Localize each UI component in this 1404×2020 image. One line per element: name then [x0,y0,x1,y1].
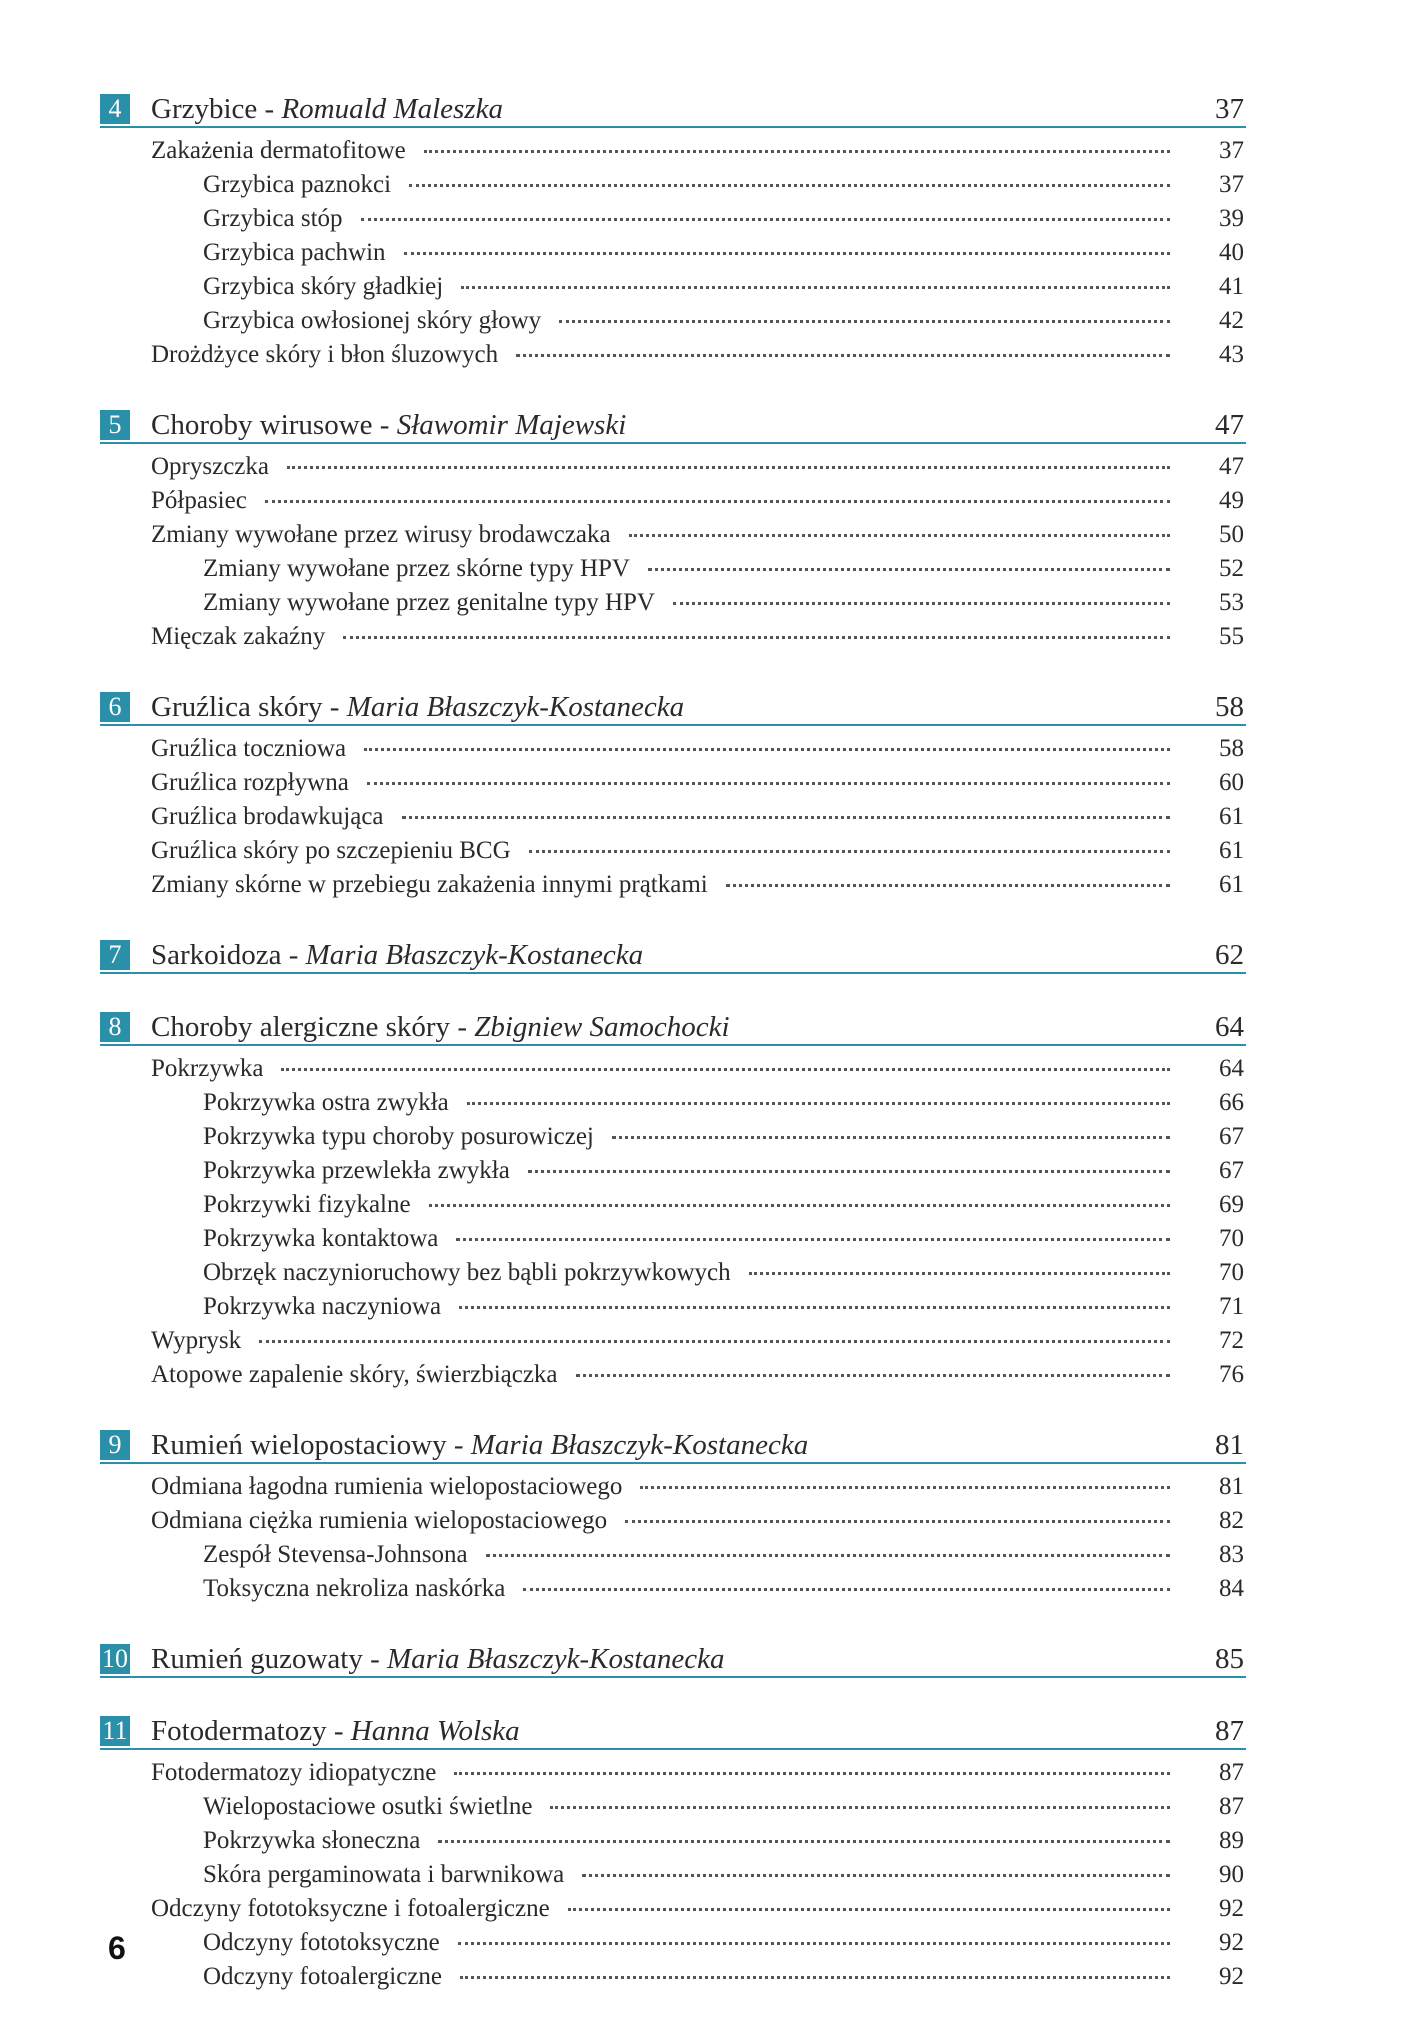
chapter-author: Sławomir Majewski [396,409,627,441]
chapter-section [100,928,1246,974]
entry-title: Skóra pergaminowata i barwnikowa [203,1861,565,1888]
dot-leader [424,150,1170,153]
dot-leader [726,884,1170,887]
dot-leader [404,252,1170,255]
table-of-contents [100,82,1246,2020]
chapter-heading[interactable] [100,928,1246,974]
entry-page-number: 70 [1219,1259,1244,1286]
chapter-number-badge: 10 [102,1644,128,1673]
toc-entry[interactable] [100,338,1246,372]
chapter-page-number: 62 [1215,939,1244,971]
chapter-heading[interactable] [100,1418,1246,1464]
entry-title: Pokrzywka ostra zwykła [203,1089,449,1116]
entry-title: Pokrzywki fizykalne [203,1191,411,1218]
entry-title: Wielopostaciowe osutki świetlne [203,1793,533,1820]
toc-entry[interactable] [100,732,1246,766]
toc-entry[interactable] [100,168,1246,202]
dot-leader [402,816,1170,819]
chapter-page-number: 47 [1215,409,1244,441]
chapter-title [151,408,626,442]
dot-leader [749,1272,1170,1275]
chapter-number-badge: 6 [100,692,130,722]
chapter-number-badge: 5 [100,410,130,440]
chapter-heading[interactable] [100,1000,1246,1046]
entry-page-number: 41 [1219,273,1244,300]
chapter-heading[interactable] [100,82,1246,128]
entry-title: Gruźlica toczniowa [151,735,347,762]
entry-title: Zespół Stevensa-Johnsona [203,1541,468,1568]
chapter-section [100,1704,1246,1994]
chapter-section [100,1000,1246,1392]
toc-entry[interactable] [100,484,1246,518]
chapter-page-number: 85 [1215,1643,1244,1675]
entry-page-number: 47 [1219,453,1244,480]
entry-page-number: 92 [1219,1963,1244,1990]
toc-entry[interactable] [100,1960,1246,1994]
entry-page-number: 37 [1219,137,1244,164]
entry-page-number: 52 [1219,555,1244,582]
chapter-title [151,92,503,126]
entry-title: Zmiany skórne w przebiegu zakażenia innymi prątkami [151,871,708,898]
title-author-separator: - [322,691,347,723]
toc-entry[interactable] [100,1324,1246,1358]
entry-page-number: 71 [1219,1293,1244,1320]
dot-leader [454,1772,1170,1775]
entry-title: Odczyny fotoalergiczne [203,1963,443,1990]
toc-entry[interactable] [100,1256,1246,1290]
title-author-separator: - [326,1715,351,1747]
chapter-author: Maria Błaszczyk-Kostanecka [470,1429,809,1461]
chapter-heading[interactable] [100,680,1246,726]
toc-entry[interactable] [100,1154,1246,1188]
entry-page-number: 72 [1219,1327,1244,1354]
entry-title: Mięczak zakaźny [151,623,326,650]
entry-title: Gruźlica skóry po szczepieniu BCG [151,837,511,864]
chapter-title-text: Gruźlica skóry [151,691,323,723]
entry-title: Atopowe zapalenie skóry, świerzbiączka [151,1361,558,1388]
dot-leader [529,850,1170,853]
chapter-title [151,1010,730,1044]
chapter-author: Maria Błaszczyk-Kostanecka [387,1643,725,1675]
entry-page-number: 82 [1219,1507,1244,1534]
chapter-section [100,1632,1246,1678]
entry-page-number: 42 [1219,307,1244,334]
chapter-title [151,1428,808,1462]
toc-entry[interactable] [100,1756,1246,1790]
dot-leader [640,1486,1170,1489]
entry-title: Obrzęk naczynioruchowy bez bąbli pokrzywkowych [203,1259,731,1286]
entry-title: Zmiany wywołane przez wirusy brodawczaka [151,521,611,548]
chapter-title-text: Grzybice [151,93,258,125]
toc-entry[interactable] [100,202,1246,236]
chapter-author: Hanna Wolska [350,1715,520,1747]
entry-page-number: 61 [1219,871,1244,898]
entry-title: Grzybica skóry gładkiej [203,273,444,300]
toc-entry[interactable] [100,1926,1246,1960]
entry-title: Zakażenia dermatofitowe [151,137,406,164]
toc-entry[interactable] [100,1086,1246,1120]
chapter-title [151,938,643,972]
entry-page-number: 40 [1219,239,1244,266]
chapter-page-number: 87 [1215,1715,1244,1747]
dot-leader [629,534,1170,537]
entry-page-number: 70 [1219,1225,1244,1252]
chapter-number-badge: 9 [100,1430,130,1460]
entry-page-number: 84 [1219,1575,1244,1602]
dot-leader [367,782,1170,785]
entry-page-number: 53 [1219,589,1244,616]
title-author-separator: - [450,1011,475,1043]
entry-title: Fotodermatozy idiopatyczne [151,1759,437,1786]
entry-title: Drożdżyce skóry i błon śluzowych [151,341,499,368]
toc-entry[interactable] [100,304,1246,338]
entry-page-number: 64 [1219,1055,1244,1082]
title-author-separator: - [281,939,306,971]
chapter-heading[interactable] [100,1704,1246,1750]
dot-leader [459,1306,1170,1309]
entry-title: Pokrzywka naczyniowa [203,1293,442,1320]
dot-leader [486,1554,1170,1557]
chapter-author: Maria Błaszczyk-Kostanecka [305,939,644,971]
chapter-page-number: 64 [1215,1011,1244,1043]
dot-leader [438,1840,1170,1843]
entry-title: Pokrzywka typu choroby posurowiczej [203,1123,594,1150]
title-author-separator: - [446,1429,471,1461]
entry-page-number: 66 [1219,1089,1244,1116]
entry-title: Zmiany wywołane przez skórne typy HPV [203,555,630,582]
entry-title: Grzybica stóp [203,205,343,232]
toc-entry[interactable] [100,1290,1246,1324]
toc-entry[interactable] [100,1504,1246,1538]
entry-title: Odmiana łagodna rumienia wielopostaciowego [151,1473,623,1500]
dot-leader [409,184,1170,187]
entry-page-number: 61 [1219,803,1244,830]
chapter-number-badge: 4 [100,94,130,124]
chapter-author: Romuald Maleszka [281,93,503,125]
toc-entry[interactable] [100,1470,1246,1504]
chapter-section [100,1418,1246,1606]
dot-leader [528,1170,1170,1173]
dot-leader [523,1588,1170,1591]
entry-page-number: 39 [1219,205,1244,232]
entry-title: Gruźlica brodawkująca [151,803,384,830]
dot-leader [625,1520,1170,1523]
toc-entry[interactable] [100,270,1246,304]
chapter-number-badge: 7 [100,940,130,970]
entry-title: Odmiana ciężka rumienia wielopostaciowego [151,1507,608,1534]
entry-page-number: 49 [1219,487,1244,514]
chapter-page-number: 81 [1215,1429,1244,1461]
dot-leader [582,1874,1170,1877]
dot-leader [259,1340,1170,1343]
toc-entry[interactable] [100,236,1246,270]
toc-entry[interactable] [100,1222,1246,1256]
dot-leader [648,568,1170,571]
entry-page-number: 60 [1219,769,1244,796]
entry-title: Odczyny fototoksyczne i fotoalergiczne [151,1895,550,1922]
dot-leader [364,748,1170,751]
chapter-title-text: Sarkoidoza [151,939,282,971]
dot-leader [559,320,1170,323]
toc-entry[interactable] [100,1790,1246,1824]
toc-entry[interactable] [100,620,1246,654]
toc-entry[interactable] [100,1824,1246,1858]
page-number: 6 [108,1930,126,1966]
entry-page-number: 43 [1219,341,1244,368]
chapter-title-text: Choroby wirusowe [151,409,373,441]
chapter-page-number: 58 [1215,691,1244,723]
toc-entry[interactable] [100,134,1246,168]
entry-page-number: 55 [1219,623,1244,650]
toc-entry[interactable] [100,552,1246,586]
entry-page-number: 69 [1219,1191,1244,1218]
entry-page-number: 92 [1219,1929,1244,1956]
entry-page-number: 83 [1219,1541,1244,1568]
title-author-separator: - [372,409,397,441]
chapter-title [151,1714,520,1748]
toc-entry[interactable] [100,1572,1246,1606]
dot-leader [429,1204,1170,1207]
toc-entry[interactable] [100,1358,1246,1392]
dot-leader [461,286,1170,289]
dot-leader [550,1806,1170,1809]
dot-leader [265,500,1170,503]
toc-entry[interactable] [100,1052,1246,1086]
chapter-title-text: Rumień wielopostaciowy [151,1429,447,1461]
entry-page-number: 37 [1219,171,1244,198]
toc-entry[interactable] [100,518,1246,552]
title-author-separator: - [362,1643,387,1675]
toc-entry[interactable] [100,1892,1246,1926]
toc-entry[interactable] [100,1188,1246,1222]
dot-leader [343,636,1170,639]
entry-title: Zmiany wywołane przez genitalne typy HPV [203,589,655,616]
entry-title: Grzybica paznokci [203,171,392,198]
entry-title: Wyprysk [151,1327,242,1354]
entry-page-number: 50 [1219,521,1244,548]
entry-page-number: 89 [1219,1827,1244,1854]
toc-entry[interactable] [100,800,1246,834]
toc-entry[interactable] [100,1120,1246,1154]
entry-title: Pokrzywka słoneczna [203,1827,421,1854]
toc-entry[interactable] [100,450,1246,484]
entry-title: Pokrzywka [151,1055,264,1082]
chapter-section [100,680,1246,902]
toc-entry[interactable] [100,586,1246,620]
entry-title: Grzybica owłosionej skóry głowy [203,307,542,334]
dot-leader [281,1068,1170,1071]
entry-page-number: 92 [1219,1895,1244,1922]
chapter-number-badge: 8 [100,1012,130,1042]
dot-leader [576,1374,1170,1377]
entry-title: Grzybica pachwin [203,239,386,266]
dot-leader [456,1238,1170,1241]
toc-entry[interactable] [100,1858,1246,1892]
dot-leader [673,602,1170,605]
chapter-title-text: Rumień guzowaty [151,1643,363,1675]
entry-title: Pokrzywka przewlekła zwykła [203,1157,510,1184]
dot-leader [568,1908,1170,1911]
entry-title: Opryszczka [151,453,269,480]
dot-leader [467,1102,1170,1105]
chapter-number-badge: 11 [100,1716,130,1746]
chapter-title-text: Choroby alergiczne skóry [151,1011,451,1043]
entry-page-number: 90 [1219,1861,1244,1888]
dot-leader [287,466,1170,469]
entry-page-number: 61 [1219,837,1244,864]
entry-title: Odczyny fototoksyczne [203,1929,440,1956]
entry-title: Pokrzywka kontaktowa [203,1225,439,1252]
toc-entry[interactable] [100,868,1246,902]
dot-leader [516,354,1170,357]
entry-page-number: 81 [1219,1473,1244,1500]
entry-page-number: 58 [1219,735,1244,762]
chapter-title [151,1642,724,1676]
entry-page-number: 87 [1219,1793,1244,1820]
entry-title: Toksyczna nekroliza naskórka [203,1575,506,1602]
entry-page-number: 87 [1219,1759,1244,1786]
chapter-heading[interactable] [100,1632,1246,1678]
dot-leader [612,1136,1170,1139]
chapter-page-number: 37 [1215,93,1244,125]
dot-leader [361,218,1170,221]
chapter-title [151,690,684,724]
chapter-title-text: Fotodermatozy [151,1715,327,1747]
title-author-separator: - [257,93,282,125]
entry-title: Gruźlica rozpływna [151,769,349,796]
chapter-author: Maria Błaszczyk-Kostanecka [346,691,685,723]
chapter-section [100,398,1246,654]
entry-page-number: 67 [1219,1157,1244,1184]
chapter-section [100,82,1246,372]
toc-entry[interactable] [100,1538,1246,1572]
toc-entry[interactable] [100,834,1246,868]
dot-leader [458,1942,1170,1945]
entry-page-number: 67 [1219,1123,1244,1150]
toc-entry[interactable] [100,766,1246,800]
dot-leader [460,1976,1170,1979]
chapter-author: Zbigniew Samochocki [474,1011,730,1043]
chapter-heading[interactable] [100,398,1246,444]
entry-title: Półpasiec [151,487,247,514]
entry-page-number: 76 [1219,1361,1244,1388]
